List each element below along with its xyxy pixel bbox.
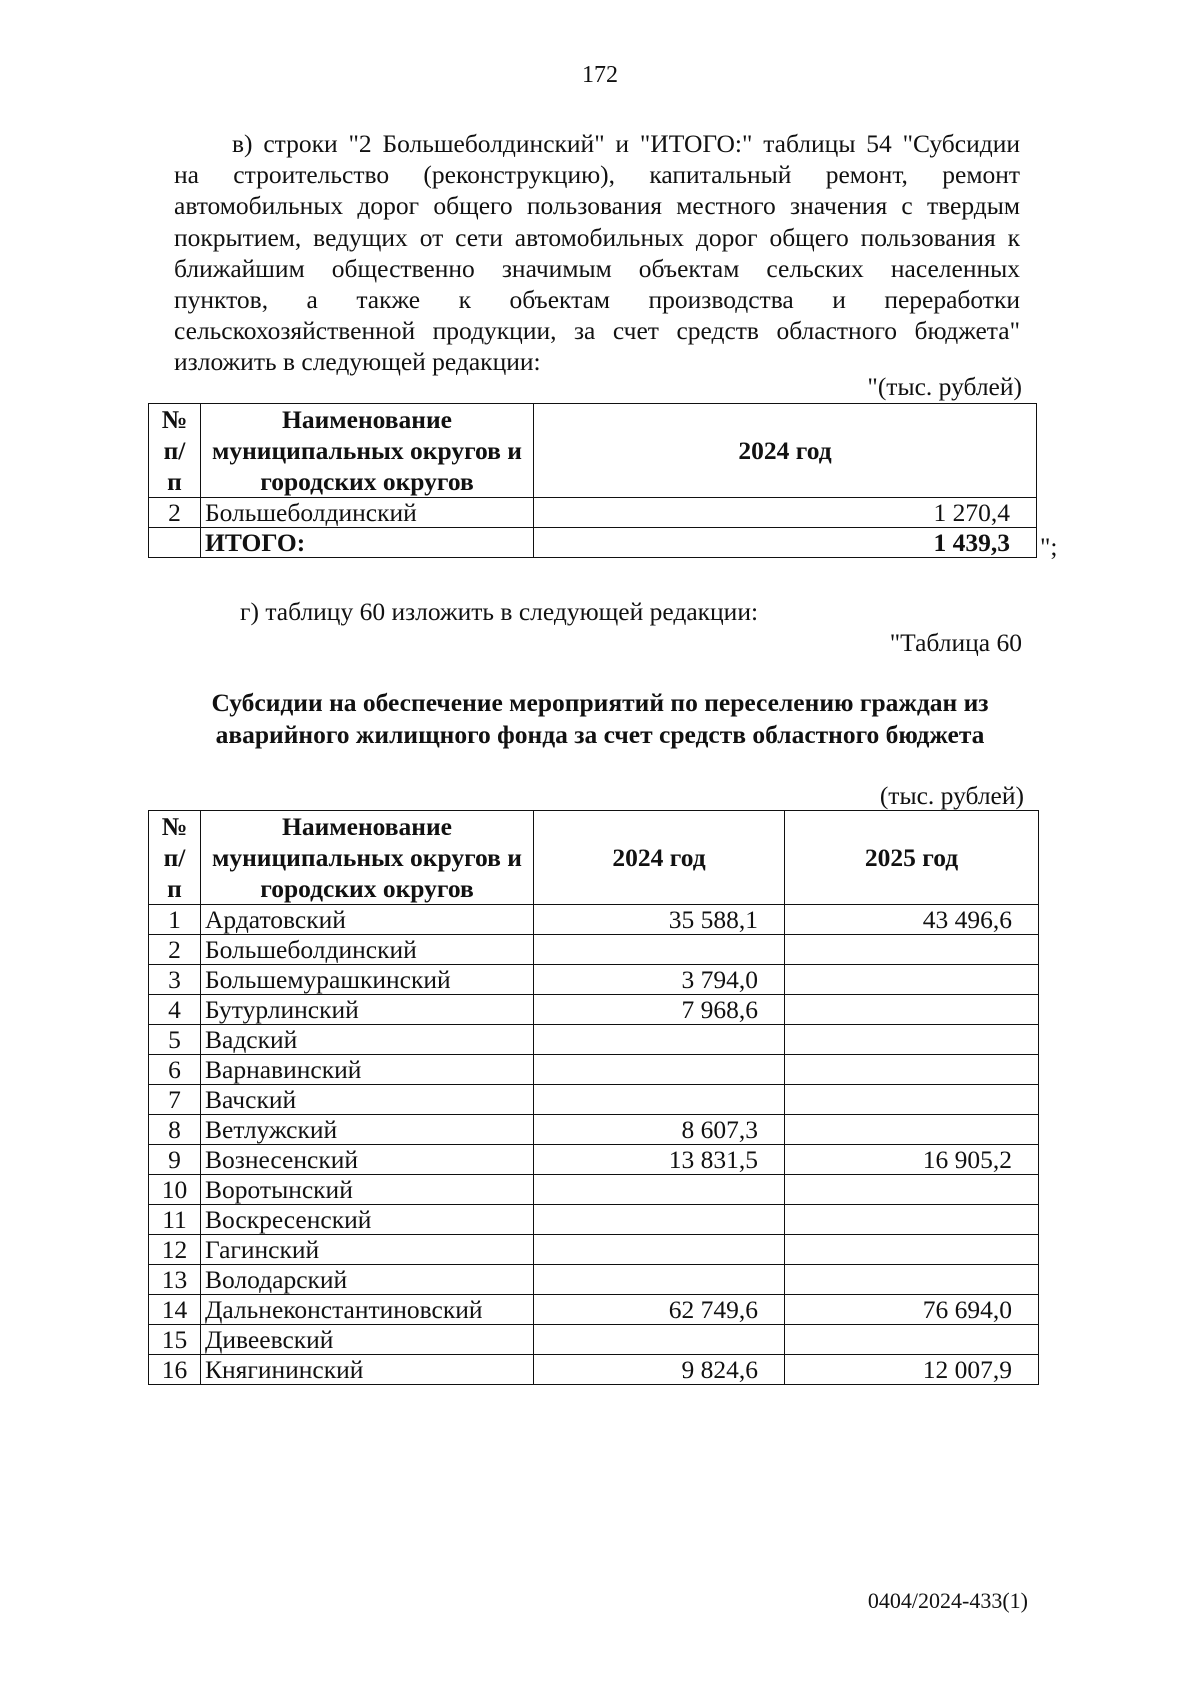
- table-row: [149, 965, 1039, 995]
- cell-2024: 3 794,0: [534, 965, 785, 995]
- paragraph-line: ближайшим общественно значимым объектам сельских населенных: [174, 253, 1020, 283]
- cell-name: Гагинский: [201, 1235, 534, 1265]
- cell-2025: 76 694,0: [785, 1295, 1039, 1325]
- cell-2024: 35 588,1: [534, 905, 785, 935]
- header-name: Наименование муниципальных округов и городских округов: [201, 404, 534, 498]
- cell-2025: [785, 1235, 1039, 1265]
- paragraph-line: автомобильных дорог общего пользования местного значения с твердым: [174, 191, 1020, 221]
- header-num: № п/п: [149, 404, 201, 498]
- cell-num: 10: [149, 1175, 201, 1205]
- cell-2025: 12 007,9: [785, 1355, 1039, 1385]
- cell-name: Володарский: [201, 1265, 534, 1295]
- table60-title: [0, 687, 1200, 751]
- table-54: [148, 403, 1037, 558]
- cell-name: Ардатовский: [201, 905, 534, 935]
- cell-num: 9: [149, 1145, 201, 1175]
- cell-2025: 16 905,2: [785, 1145, 1039, 1175]
- table-reference: "Таблица 60: [889, 628, 1022, 657]
- cell-num: 1: [149, 905, 201, 935]
- cell-2024: [534, 1205, 785, 1235]
- cell-name: Дивеевский: [201, 1325, 534, 1355]
- cell-2025: [785, 1055, 1039, 1085]
- header-num: № п/п: [149, 811, 201, 905]
- header-2024: 2024 год: [534, 811, 785, 905]
- table-row: [149, 1025, 1039, 1055]
- paragraph-line: пунктов, а также к объектам производства и переработки: [174, 285, 1020, 315]
- cell-name: Ветлужский: [201, 1115, 534, 1145]
- cell-name: Большемурашкинский: [201, 965, 534, 995]
- table-header-row: [149, 404, 1037, 498]
- table-row: [149, 1355, 1039, 1385]
- cell-2024: 8 607,3: [534, 1115, 785, 1145]
- table-row: [149, 1235, 1039, 1265]
- header-2025: 2025 год: [785, 811, 1039, 905]
- cell-num: 7: [149, 1085, 201, 1115]
- cell-2024: [534, 935, 785, 965]
- table-row: [149, 935, 1039, 965]
- cell-num: 15: [149, 1325, 201, 1355]
- cell-2024: 1 270,4: [534, 498, 1037, 528]
- cell-2024: [534, 1235, 785, 1265]
- cell-name: Воскресенский: [201, 1205, 534, 1235]
- cell-num: 13: [149, 1265, 201, 1295]
- cell-2024: 1 439,3: [534, 528, 1037, 558]
- table-row: [149, 1325, 1039, 1355]
- table-row: [149, 1265, 1039, 1295]
- paragraph-line: покрытием, ведущих от сети автомобильных дорог общего пользования к: [174, 222, 1020, 252]
- table-row: [149, 498, 1037, 528]
- cell-2025: [785, 1175, 1039, 1205]
- cell-num: [149, 528, 201, 558]
- table-row: [149, 1205, 1039, 1235]
- paragraph-line: в) строки "2 Большеболдинский" и "ИТОГО:" таблицы 54 "Субсидии: [232, 129, 1020, 158]
- cell-2024: 13 831,5: [534, 1145, 785, 1175]
- table-row: [149, 1115, 1039, 1145]
- table54-unit-label: "(тыс. рублей): [867, 372, 1022, 401]
- table-row: [149, 1295, 1039, 1325]
- cell-2025: [785, 1085, 1039, 1115]
- cell-num: 14: [149, 1295, 201, 1325]
- paragraph-line: сельскохозяйственной продукции, за счет средств областного бюджета": [174, 316, 1020, 346]
- cell-name: Воротынский: [201, 1175, 534, 1205]
- cell-2025: [785, 935, 1039, 965]
- paragraph-line: изложить в следующей редакции:: [174, 347, 541, 377]
- cell-2024: [534, 1055, 785, 1085]
- table-total-row: [149, 528, 1037, 558]
- cell-num: 4: [149, 995, 201, 1025]
- cell-2024: 62 749,6: [534, 1295, 785, 1325]
- table-row: [149, 1085, 1039, 1115]
- cell-2024: [534, 1025, 785, 1055]
- cell-2024: [534, 1085, 785, 1115]
- cell-2024: 7 968,6: [534, 995, 785, 1025]
- cell-name: ИТОГО:: [201, 528, 534, 558]
- cell-2024: 9 824,6: [534, 1355, 785, 1385]
- cell-2025: [785, 1025, 1039, 1055]
- cell-2025: [785, 1325, 1039, 1355]
- header-2024: 2024 год: [534, 404, 1037, 498]
- paragraph-line: на строительство (реконструкцию), капитальный ремонт, ремонт: [174, 160, 1020, 190]
- cell-name: Вадский: [201, 1025, 534, 1055]
- cell-num: 12: [149, 1235, 201, 1265]
- cell-2025: 43 496,6: [785, 905, 1039, 935]
- page-number: 172: [582, 62, 618, 88]
- cell-name: Большеболдинский: [201, 935, 534, 965]
- table-row: [149, 1145, 1039, 1175]
- cell-name: Варнавинский: [201, 1055, 534, 1085]
- cell-2024: [534, 1265, 785, 1295]
- table60-unit-label: (тыс. рублей): [879, 781, 1024, 810]
- amendment-g-text: г) таблицу 60 изложить в следующей редакции:: [240, 597, 759, 626]
- cell-name: Бутурлинский: [201, 995, 534, 1025]
- cell-name: Вознесенский: [201, 1145, 534, 1175]
- cell-num: 8: [149, 1115, 201, 1145]
- table-row: [149, 995, 1039, 1025]
- cell-2025: [785, 1205, 1039, 1235]
- cell-2025: [785, 1115, 1039, 1145]
- cell-num: 2: [149, 498, 201, 528]
- table-header-row: [149, 811, 1039, 905]
- cell-2024: [534, 1175, 785, 1205]
- cell-name: Княгининский: [201, 1355, 534, 1385]
- title-line: аварийного жилищного фонда за счет средств областного бюджета: [215, 720, 985, 749]
- cell-2025: [785, 1265, 1039, 1295]
- table-60: [148, 810, 1039, 1385]
- cell-name: Вачский: [201, 1085, 534, 1115]
- closing-quote: ";: [1040, 532, 1058, 561]
- cell-num: 3: [149, 965, 201, 995]
- cell-num: 6: [149, 1055, 201, 1085]
- table-row: [149, 1055, 1039, 1085]
- cell-name: Дальнеконстантиновский: [201, 1295, 534, 1325]
- cell-2024: [534, 1325, 785, 1355]
- cell-name: Большеболдинский: [201, 498, 534, 528]
- cell-num: 16: [149, 1355, 201, 1385]
- amendment-v-paragraph: [174, 128, 1020, 378]
- cell-num: 11: [149, 1205, 201, 1235]
- table-row: [149, 1175, 1039, 1205]
- cell-num: 5: [149, 1025, 201, 1055]
- cell-num: 2: [149, 935, 201, 965]
- header-name: Наименование муниципальных округов и городских округов: [201, 811, 534, 905]
- cell-2025: [785, 995, 1039, 1025]
- title-line: Субсидии на обеспечение мероприятий по переселению граждан из: [211, 688, 989, 717]
- table-row: [149, 905, 1039, 935]
- cell-2025: [785, 965, 1039, 995]
- document-code: 0404/2024-433(1): [867, 1588, 1028, 1613]
